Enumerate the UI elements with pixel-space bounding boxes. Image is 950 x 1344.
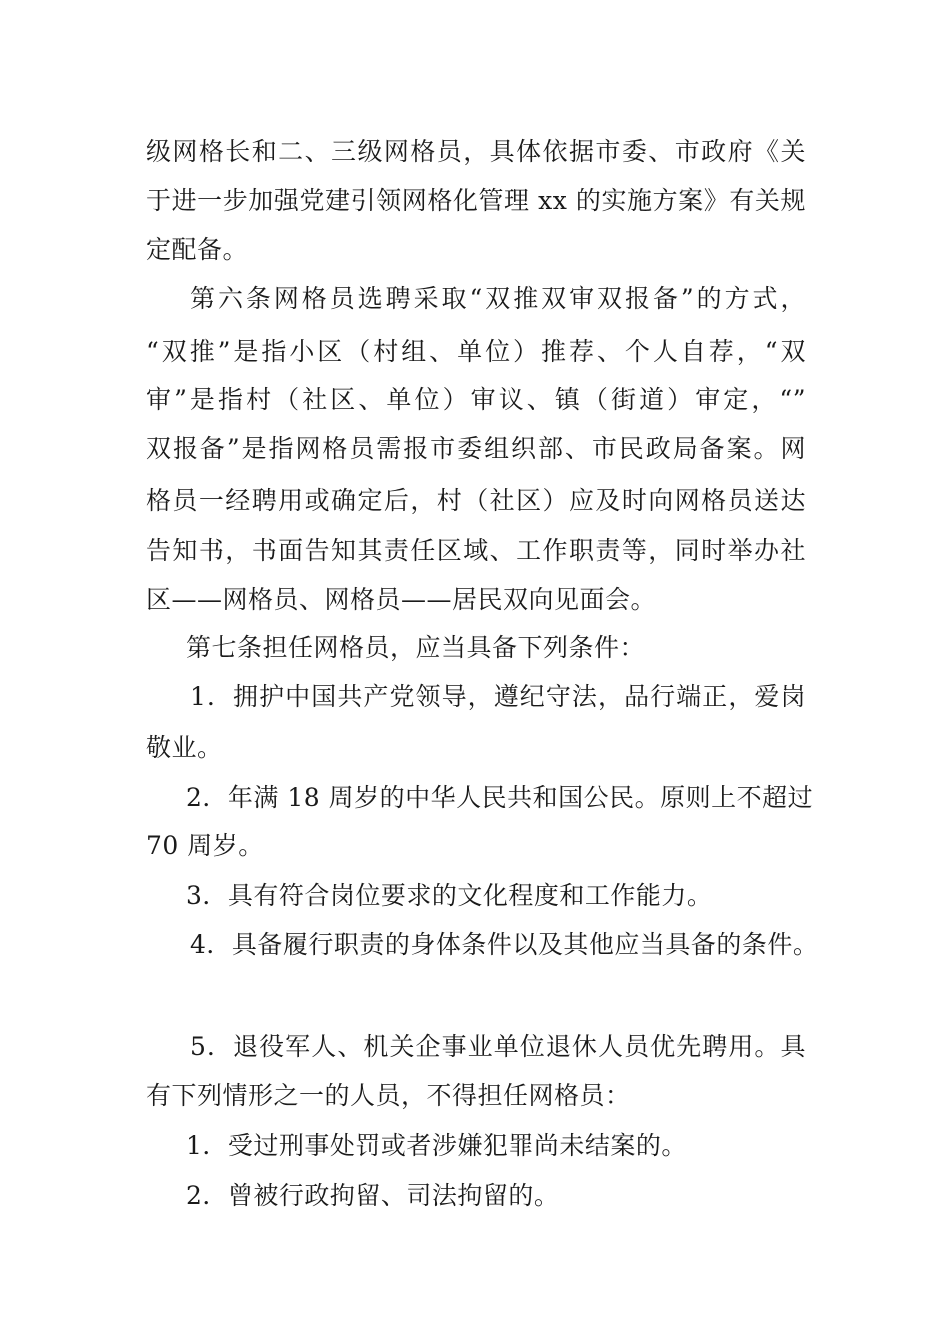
list-item-line: 70 周岁。 (146, 831, 264, 860)
list-item-line: 3．具有符合岗位要求的文化程度和工作能力。 (186, 881, 713, 910)
paragraph-line: 区——网格员、网格员——居民双向见面会。 (146, 585, 657, 614)
list-item-line: 1．拥护中国共产党领导，遵纪守法，品行端正，爱岗 (190, 682, 806, 711)
paragraph-line: 格员一经聘用或确定后，村（社区）应及时向网格员送达 (146, 486, 806, 515)
list-item-line: 2．曾被行政拘留、司法拘留的。 (186, 1181, 560, 1210)
list-item-line: 有下列情形之一的人员，不得担任网格员： (146, 1081, 631, 1110)
paragraph-line: 告知书，书面告知其责任区域、工作职责等，同时举办社 (146, 536, 806, 565)
article-6-heading-line: 第六条网格员选聘采取“双推双审双报备”的方式， (190, 284, 806, 313)
list-item-line: 2．年满 18 周岁的中华人民共和国公民。原则上不超过 (186, 783, 814, 812)
paragraph-line: 审”是指村（社区、单位）审议、镇（街道）审定，“” (146, 385, 806, 414)
paragraph-line: 级网格长和二、三级网格员，具体依据市委、市政府《关 (146, 137, 806, 166)
list-item-line: 1．受过刑事处罚或者涉嫌犯罪尚未结案的。 (186, 1131, 687, 1160)
list-item-line: 敬业。 (146, 733, 223, 762)
list-item-line: 4．具备履行职责的身体条件以及其他应当具备的条件。 (190, 930, 819, 959)
list-item-line: 5．退役军人、机关企事业单位退休人员优先聘用。具 (190, 1032, 806, 1061)
article-7-heading-line: 第七条担任网格员，应当具备下列条件： (186, 633, 646, 662)
paragraph-line: “双推”是指小区（村组、单位）推荐、个人自荐，“双 (146, 337, 806, 366)
paragraph-line: 双报备”是指网格员需报市委组织部、市民政局备案。网 (146, 434, 806, 463)
paragraph-line: 定配备。 (146, 235, 249, 264)
paragraph-line: 于进一步加强党建引领网格化管理 xx 的实施方案》有关规 (146, 186, 806, 215)
